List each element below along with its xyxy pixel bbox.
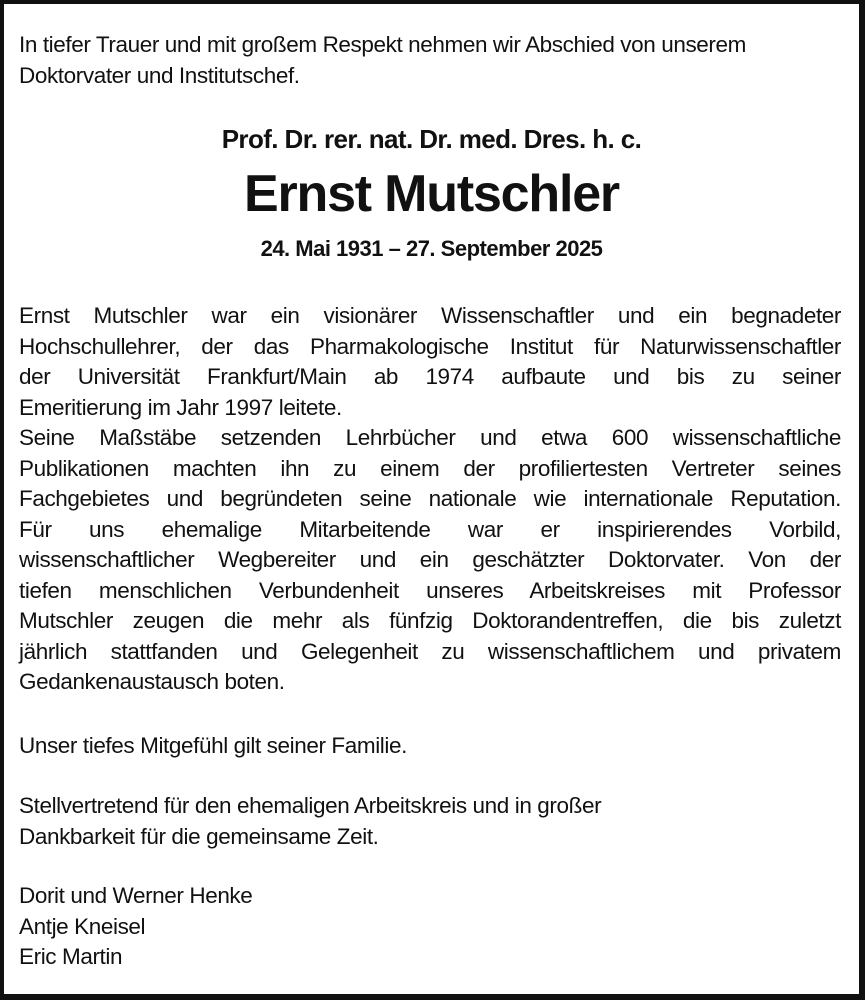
intro-line: Doktorvater und Institutschef. — [19, 62, 300, 88]
body-line: Gedankenaustausch boten. — [19, 669, 285, 694]
body-line: Publikationen machten ihn zu einem der profiliertesten Vertreter seines — [19, 455, 841, 481]
body-line: Ernst Mutschler war ein visionärer Wissenschaftler und ein begnadeter — [19, 303, 841, 328]
life-dates: 24. Mai 1931 – 27. September 2025 — [260, 236, 603, 261]
body-line: wissenschaftlicher Wegbereiter und ein geschätzter Doktorvater. Von der — [19, 547, 841, 572]
signer-name: Dorit und Werner Henke — [19, 883, 253, 908]
body-line: jährlich stattfanden und Gelegenheit zu wissenschaftlichem und privatem — [19, 638, 841, 664]
body-line: Mutschler zeugen die mehr als fünfzig Doktorandentreffen, die bis zuletzt — [19, 608, 841, 633]
signer-name: Antje Kneisel — [19, 913, 146, 939]
intro-line: In tiefer Trauer und mit großem Respekt nehmen wir Abschied von unserem — [19, 32, 746, 57]
condolence-text: Unser tiefes Mitgefühl gilt seiner Familie. — [19, 733, 407, 758]
closing-text — [19, 791, 841, 852]
intro-text — [19, 30, 841, 91]
body-line: Seine Maßstäbe setzenden Lehrbücher und etwa 600 wissenschaftliche — [19, 425, 841, 450]
academic-titles: Prof. Dr. rer. nat. Dr. med. Dres. h. c. — [221, 124, 642, 154]
signers-list — [19, 881, 841, 973]
closing-line: Stellvertretend für den ehemaligen Arbeitskreis und in großer — [19, 793, 602, 818]
deceased-name: Ernst Mutschler — [244, 165, 619, 223]
signer-name: Eric Martin — [19, 944, 123, 969]
body-line: Emeritierung im Jahr 1997 leitete. — [19, 394, 342, 420]
body-line: tiefen menschlichen Verbundenheit unseres Arbeitskreises mit Professor — [19, 577, 841, 603]
body-line: Für uns ehemalige Mitarbeitende war er inspirierendes Vorbild, — [19, 516, 841, 542]
closing-line: Dankbarkeit für die gemeinsame Zeit. — [19, 823, 379, 849]
body-line: Fachgebietes und begründeten seine nationale wie internationale Reputation. — [19, 486, 841, 511]
body-line: Hochschullehrer, der das Pharmakologische Institut für Naturwissenschaftler — [19, 333, 841, 359]
body-line: der Universität Frankfurt/Main ab 1974 aufbaute und bis zu seiner — [19, 364, 841, 389]
tribute-body — [19, 301, 841, 698]
